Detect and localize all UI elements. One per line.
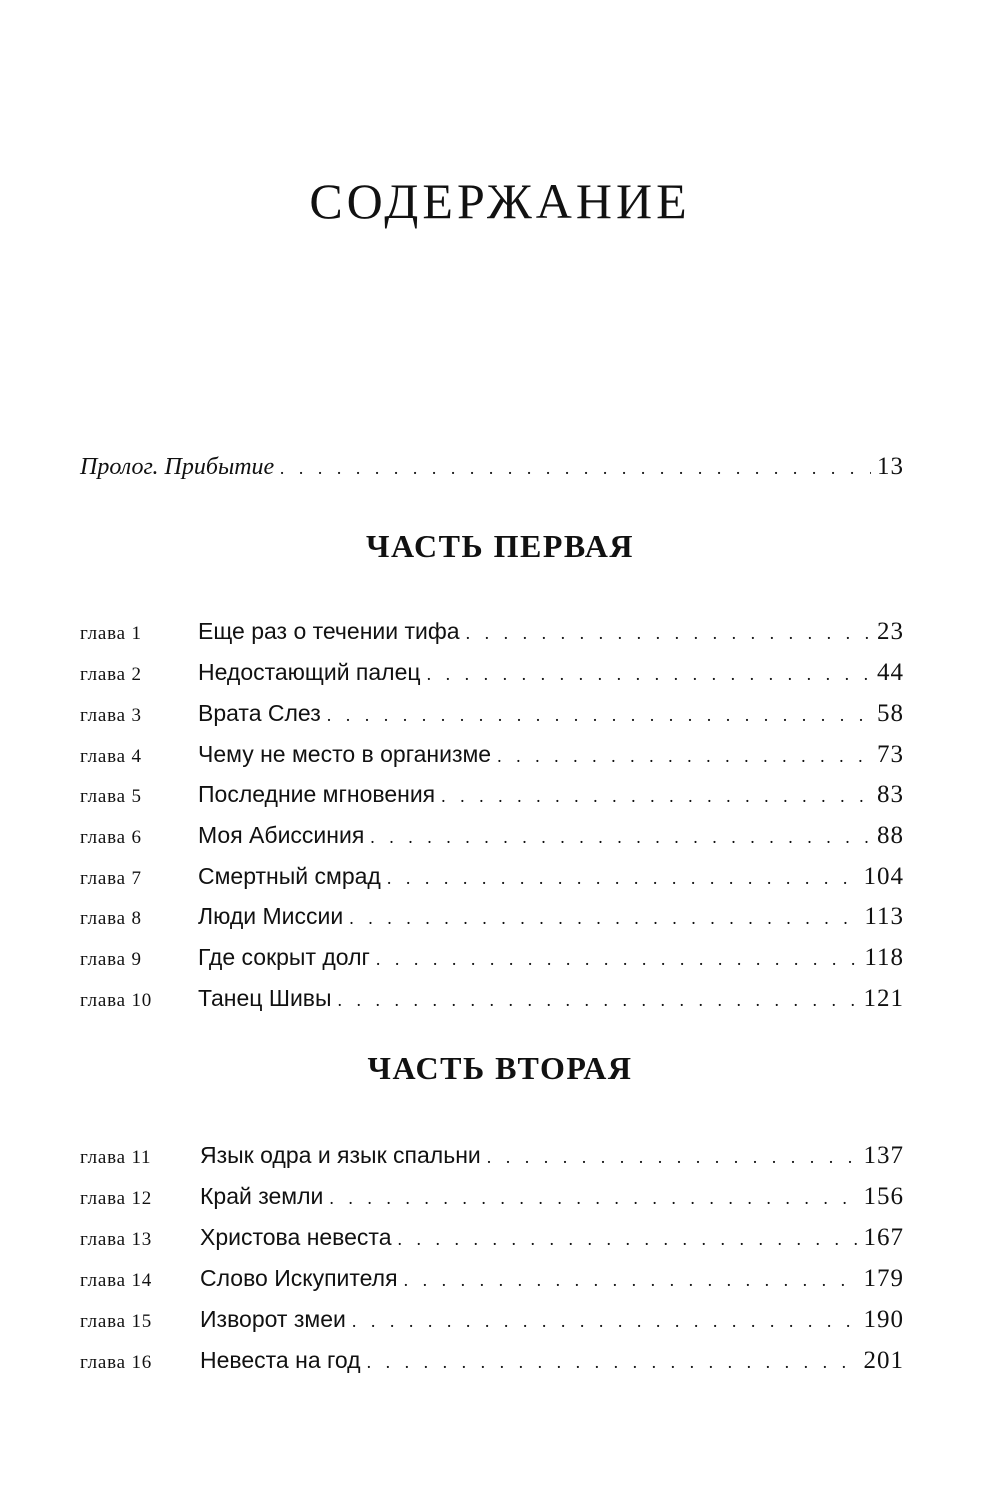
dot-leader bbox=[327, 698, 871, 732]
chapter-label: глава 9 bbox=[80, 949, 142, 970]
toc-entry-chapter-12[interactable] bbox=[80, 1179, 904, 1213]
dot-leader bbox=[487, 1140, 858, 1174]
entry-title: Недостающий палец bbox=[198, 659, 421, 685]
chapter-label: глава 4 bbox=[80, 746, 142, 767]
page-number: 179 bbox=[863, 1265, 904, 1292]
entry-title: Чему не место в организме bbox=[198, 741, 492, 767]
dot-leader bbox=[441, 779, 871, 813]
page-number: 58 bbox=[877, 700, 904, 727]
entry-title: Где сокрыт долг bbox=[198, 944, 370, 970]
entry-title: Последние мгновения bbox=[198, 781, 436, 807]
dot-leader bbox=[387, 861, 858, 895]
part-heading-2: ЧАСТЬ ВТОРАЯ bbox=[367, 1050, 633, 1086]
page-number: 83 bbox=[877, 781, 904, 808]
chapter-label: глава 5 bbox=[80, 786, 142, 807]
chapter-label: глава 7 bbox=[80, 868, 142, 889]
toc-entry-chapter-16[interactable] bbox=[80, 1343, 904, 1377]
page-number: 113 bbox=[864, 903, 904, 930]
chapter-label: глава 13 bbox=[80, 1229, 153, 1250]
chapter-label: глава 8 bbox=[80, 908, 142, 929]
toc-entry-chapter-14[interactable] bbox=[80, 1261, 904, 1295]
page-title: СОДЕРЖАНИЕ bbox=[309, 173, 691, 229]
dot-leader bbox=[376, 942, 859, 976]
entry-title: Пролог. Прибытие bbox=[80, 454, 275, 480]
part-heading-1: ЧАСТЬ ПЕРВАЯ bbox=[366, 528, 634, 564]
entry-title: Слово Искупителя bbox=[200, 1265, 398, 1291]
chapter-label: глава 12 bbox=[80, 1188, 153, 1209]
dot-leader bbox=[427, 657, 871, 691]
page-number: 73 bbox=[877, 741, 904, 768]
page-number: 137 bbox=[863, 1142, 904, 1169]
entry-title: Христова невеста bbox=[200, 1224, 392, 1250]
entry-title: Люди Миссии bbox=[198, 903, 344, 929]
toc-entry-chapter-7[interactable] bbox=[80, 859, 904, 893]
toc-entry-chapter-3[interactable] bbox=[80, 696, 904, 730]
toc-entry-chapter-6[interactable] bbox=[80, 818, 904, 852]
dot-leader bbox=[370, 820, 871, 854]
dot-leader bbox=[280, 451, 871, 485]
toc-entry-chapter-8[interactable] bbox=[80, 899, 904, 933]
chapter-label: глава 11 bbox=[80, 1147, 152, 1168]
dot-leader bbox=[497, 739, 871, 773]
dot-leader bbox=[329, 1181, 857, 1215]
toc-entry-chapter-10[interactable] bbox=[80, 981, 904, 1015]
chapter-label: глава 1 bbox=[80, 623, 142, 644]
chapter-label: глава 16 bbox=[80, 1352, 153, 1373]
toc-entry-chapter-11[interactable] bbox=[80, 1138, 904, 1172]
chapter-label: глава 15 bbox=[80, 1311, 153, 1332]
entry-title: Смертный смрад bbox=[198, 863, 381, 889]
entry-title: Танец Шивы bbox=[198, 985, 332, 1011]
toc-entry-chapter-13[interactable] bbox=[80, 1220, 904, 1254]
page-number: 13 bbox=[877, 453, 904, 480]
toc-entry-chapter-5[interactable] bbox=[80, 777, 904, 811]
toc-entry-prologue[interactable] bbox=[80, 450, 904, 484]
dot-leader bbox=[352, 1304, 858, 1338]
entry-title: Моя Абиссиния bbox=[198, 822, 365, 848]
page-number: 167 bbox=[863, 1224, 904, 1251]
chapter-label: глава 3 bbox=[80, 705, 142, 726]
page-number: 156 bbox=[863, 1183, 904, 1210]
chapter-label: глава 10 bbox=[80, 990, 153, 1011]
page-number: 104 bbox=[863, 863, 904, 890]
dot-leader bbox=[367, 1345, 858, 1379]
page-number: 23 bbox=[877, 618, 904, 645]
entry-title: Край земли bbox=[200, 1183, 324, 1209]
entry-title: Язык одра и язык спальни bbox=[200, 1142, 481, 1168]
entry-title: Изворот змеи bbox=[200, 1306, 346, 1332]
toc-entry-chapter-9[interactable] bbox=[80, 940, 904, 974]
entry-title: Еще раз о течении тифа bbox=[198, 618, 460, 644]
page-number: 201 bbox=[863, 1347, 904, 1374]
toc-entry-chapter-2[interactable] bbox=[80, 655, 904, 689]
chapter-label: глава 14 bbox=[80, 1270, 153, 1291]
dot-leader bbox=[404, 1263, 858, 1297]
toc-entry-chapter-15[interactable] bbox=[80, 1302, 904, 1336]
dot-leader bbox=[349, 901, 858, 935]
dot-leader bbox=[398, 1222, 858, 1256]
page-number: 118 bbox=[864, 944, 904, 971]
chapter-label: глава 6 bbox=[80, 827, 142, 848]
toc-entry-chapter-4[interactable] bbox=[80, 737, 904, 771]
dot-leader bbox=[338, 983, 858, 1017]
chapter-label: глава 2 bbox=[80, 664, 142, 685]
toc-entry-chapter-1[interactable] bbox=[80, 614, 904, 648]
dot-leader bbox=[466, 616, 871, 650]
entry-title: Невеста на год bbox=[200, 1347, 361, 1373]
page-number: 121 bbox=[863, 985, 904, 1012]
page-number: 88 bbox=[877, 822, 904, 849]
page-number: 190 bbox=[863, 1306, 904, 1333]
page-number: 44 bbox=[877, 659, 904, 686]
entry-title: Врата Слез bbox=[198, 700, 321, 726]
